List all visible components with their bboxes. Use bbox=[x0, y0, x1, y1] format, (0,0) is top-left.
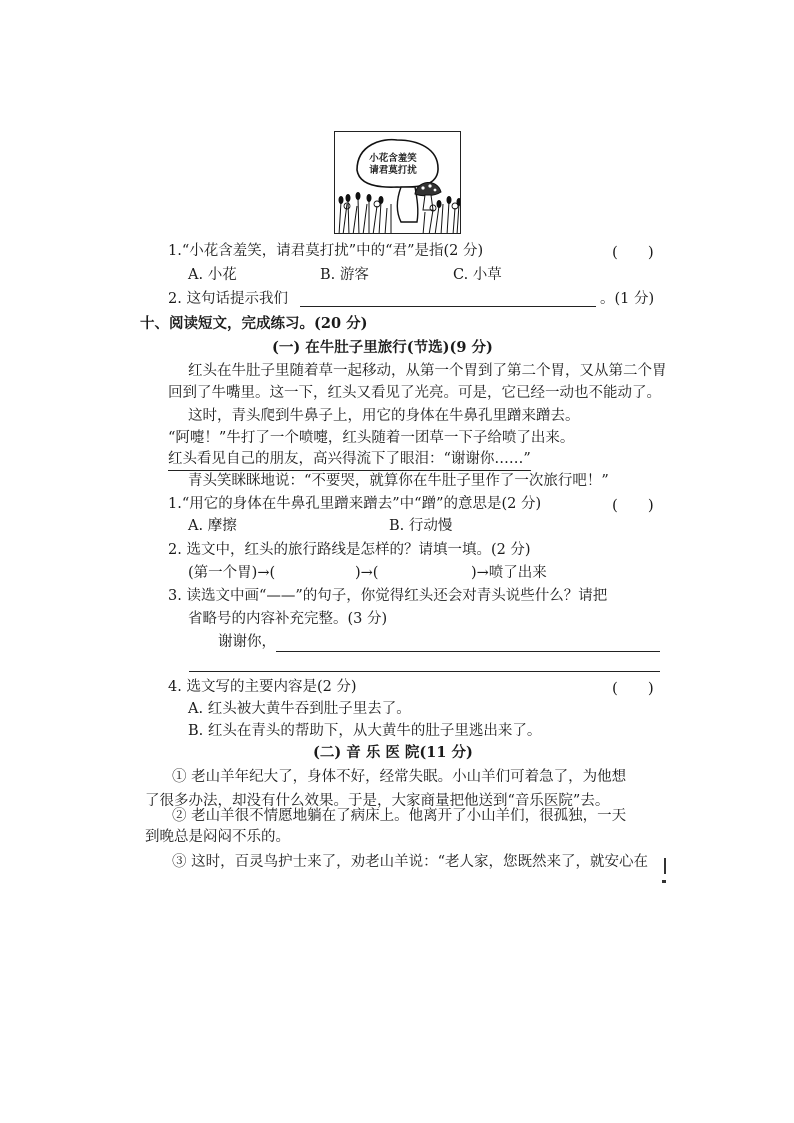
route-end: )→喷了出来 bbox=[471, 565, 547, 581]
passage-2-title: (二) 音 乐 医 院(11 分) bbox=[313, 744, 473, 761]
option-b[interactable]: B. 红头在青头的帮助下，从大黄牛的肚子里逃出来了。 bbox=[188, 723, 542, 739]
passage-2-line: ③ 这时，百灵鸟护士来了，劝老山羊说：“老人家，您既然来了，就安心在 bbox=[172, 854, 649, 870]
answer-paren-10-1-1[interactable]: ( ) bbox=[612, 496, 654, 514]
question-10-1-2-stem: 2. 选文中，红头的旅行路线是怎样的？请填一填。(2 分) bbox=[168, 542, 531, 558]
route-start: (第一个胃)→( bbox=[188, 565, 276, 581]
passage-2-line: ① 老山羊年纪大了，身体不好，经常失眠。小山羊们可着急了，为他想 bbox=[172, 769, 627, 785]
question-10-1-4-stem: 4. 选文写的主要内容是(2 分) bbox=[168, 679, 357, 695]
sign-text-line-1: 小花含羞笑 bbox=[369, 153, 417, 164]
mushroom-drawing bbox=[335, 132, 461, 234]
option-b[interactable]: B. 行动慢 bbox=[389, 518, 453, 534]
question-10-1-1-stem: 1.“用它的身体在牛鼻孔里蹭来蹭去”中“蹭”的意思是(2 分) bbox=[168, 496, 542, 512]
passage-2-line: 了很多办法，却没有什么效果。于是，大家商量把他送到“音乐医院”去。 bbox=[145, 793, 610, 809]
answer-line-9-2[interactable] bbox=[300, 306, 596, 307]
answer-paren-9-1[interactable]: ( ) bbox=[612, 243, 654, 261]
scan-edge-mark bbox=[662, 880, 666, 883]
question-9-2-tail: 。(1 分) bbox=[600, 291, 655, 307]
option-b[interactable]: B. 游客 bbox=[320, 267, 369, 283]
passage-2-line: ② 老山羊很不情愿地躺在了病床上。他离开了小山羊们，很孤独，一天 bbox=[172, 808, 627, 824]
passage-1-line: “阿嚏！”牛打了一个喷嚏，红头随着一团草一下子给喷了出来。 bbox=[168, 430, 575, 446]
option-a[interactable]: A. 小花 bbox=[188, 267, 237, 283]
passage-1-title: (一) 在牛肚子里旅行(节选)(9 分) bbox=[272, 339, 493, 356]
question-9-1-stem: 1.“小花含羞笑，请君莫打扰”中的“君”是指(2 分) bbox=[168, 243, 484, 259]
passage-1-line: 青头笑眯眯地说：“不要哭，就算你在牛肚子里作了一次旅行吧！” bbox=[188, 473, 609, 489]
option-c[interactable]: C. 小草 bbox=[453, 267, 502, 283]
passage-1-line: 红头在牛肚子里随着草一起移动，从第一个胃到了第二个胃，又从第二个胃 bbox=[188, 363, 667, 379]
question-10-1-3-stem-line-2: 省略号的内容补充完整。(3 分) bbox=[188, 611, 388, 627]
question-10-1-3-stem-line-1: 3. 读选文中画“——”的句子，你觉得红头还会对青头说些什么？请把 bbox=[168, 588, 608, 604]
mushroom-sign-illustration bbox=[334, 131, 461, 234]
sign-text-line-2: 请君莫打扰 bbox=[369, 165, 417, 176]
passage-1-line: 这时，青头爬到牛鼻子上，用它的身体在牛鼻孔里蹭来蹭去。 bbox=[188, 408, 580, 424]
option-a[interactable]: A. 红头被大黄牛吞到肚子里去了。 bbox=[188, 701, 411, 717]
question-9-2-stem: 2. 这句话提示我们 bbox=[168, 291, 288, 307]
option-a[interactable]: A. 摩擦 bbox=[188, 518, 237, 534]
section-heading-10: 十、阅读短文，完成练习。(20 分) bbox=[140, 315, 368, 332]
answer-paren-10-1-4[interactable]: ( ) bbox=[612, 679, 654, 697]
passage-1-underlined-sentence: 红头看见自己的朋友，高兴得流下了眼泪：“谢谢你……” bbox=[168, 449, 531, 471]
passage-2-line: 到晚总是闷闷不乐的。 bbox=[145, 829, 290, 845]
answer-line-10-1-3b[interactable] bbox=[189, 671, 660, 672]
answer-prompt: 谢谢你， bbox=[218, 634, 276, 650]
scan-edge-mark bbox=[664, 858, 666, 874]
answer-line-10-1-3a[interactable] bbox=[276, 651, 660, 652]
passage-1-line: 回到了牛嘴里。这一下，红头又看见了光亮。可是，它已经一动也不能动了。 bbox=[168, 385, 661, 401]
route-mid: )→( bbox=[355, 565, 379, 581]
